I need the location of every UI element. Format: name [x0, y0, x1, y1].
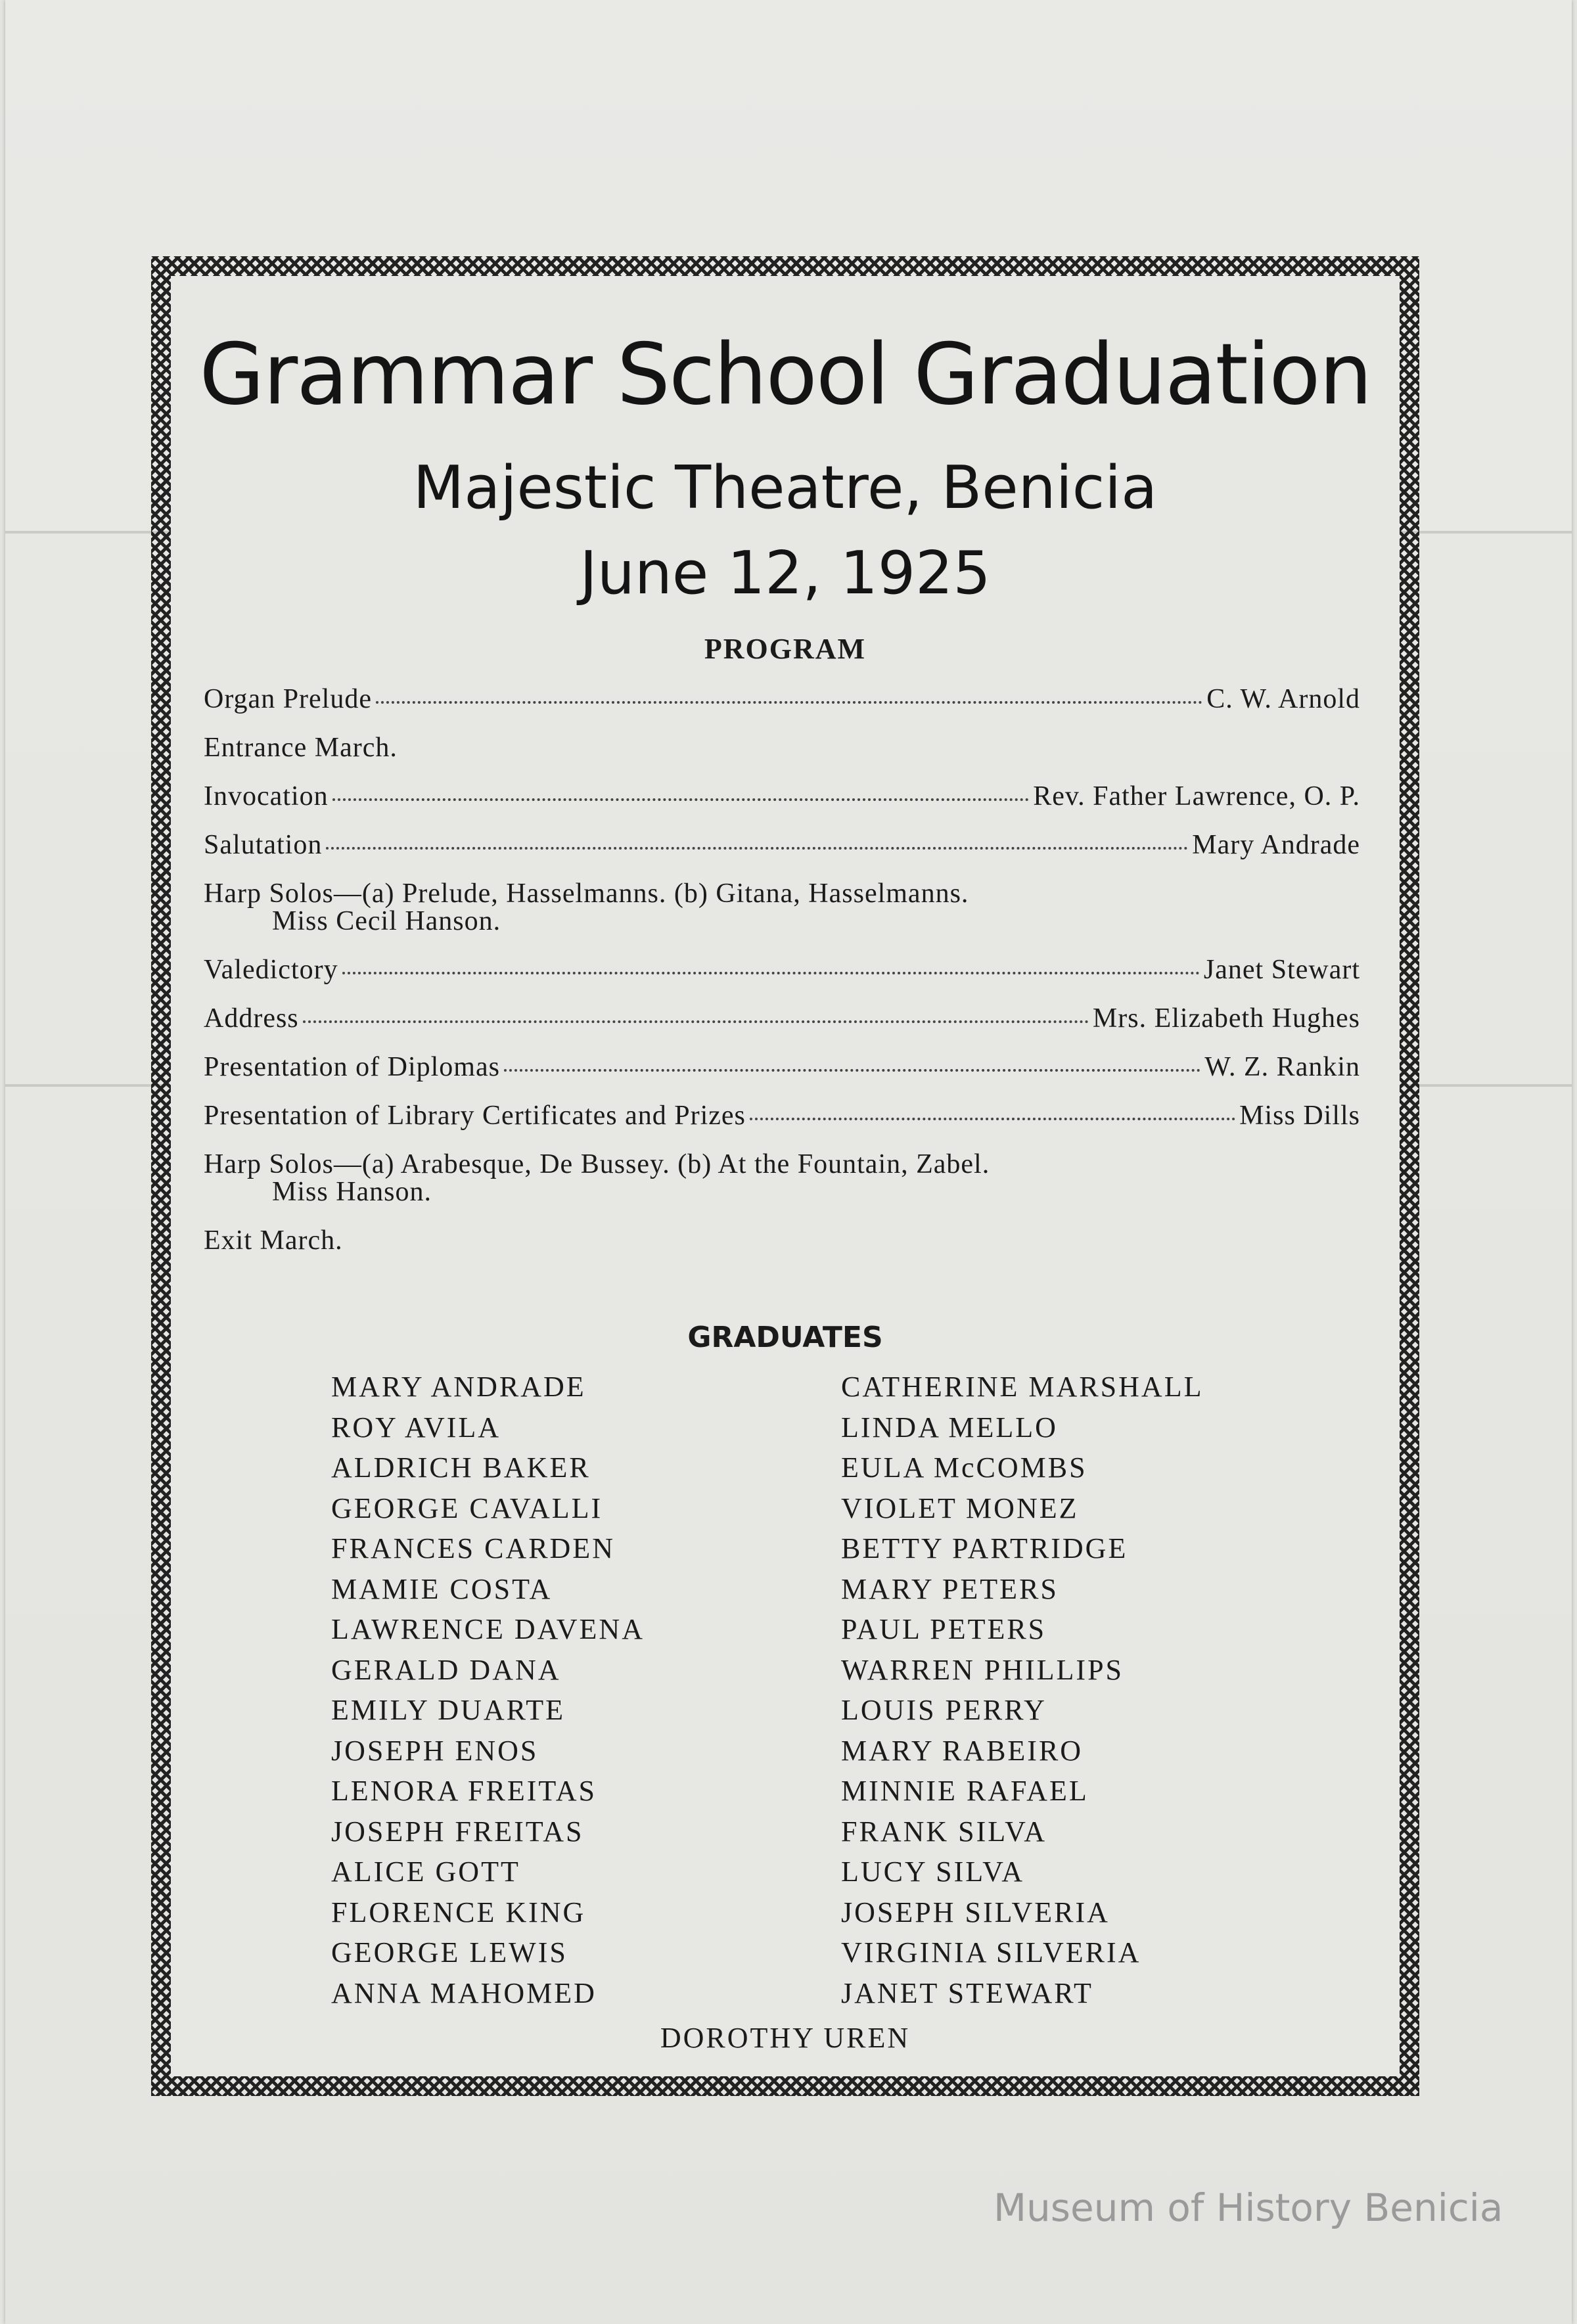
program-item: [204, 878, 1360, 954]
program-item: [204, 1225, 1360, 1273]
program-item: [204, 732, 1360, 781]
program-item-label: Salutation: [204, 830, 323, 860]
graduate-name: VIRGINIA SILVERIA: [841, 1936, 1141, 1969]
graduate-name: JANET STEWART: [841, 1976, 1093, 2009]
program-item: [204, 683, 1360, 732]
decorative-border: [151, 256, 1419, 2096]
program-heading: PROGRAM: [704, 633, 867, 665]
graduate-name: ALICE GOTT: [331, 1856, 520, 1888]
dot-leader: [332, 798, 1030, 801]
graduate-name: ROY AVILA: [331, 1411, 501, 1444]
graduate-name: LENORA FREITAS: [331, 1775, 597, 1807]
graduate-name: FRANK SILVA: [841, 1815, 1047, 1848]
graduate-name: JOSEPH FREITAS: [331, 1815, 584, 1848]
program-item: [204, 1100, 1360, 1149]
program-item: [204, 1149, 1360, 1225]
graduates-heading: GRADUATES: [687, 1321, 883, 1354]
museum-watermark: Museum of History Benicia: [994, 2185, 1503, 2230]
dot-leader: [750, 1117, 1235, 1120]
program-item-label: Presentation of Library Certificates and Prizes: [204, 1101, 746, 1131]
program-item: [204, 829, 1360, 878]
graduate-name: JOSEPH ENOS: [331, 1734, 539, 1767]
program-item-performer: Rev. Father Lawrence, O. P.: [1033, 781, 1360, 811]
graduate-name: DOROTHY UREN: [660, 2022, 911, 2054]
program-item-performer: Miss Dills: [1239, 1101, 1360, 1131]
graduate-name: MAMIE COSTA: [331, 1572, 553, 1605]
graduate-name: MINNIE RAFAEL: [841, 1775, 1089, 1807]
program-item-performer: C. W. Arnold: [1206, 684, 1360, 714]
graduate-name: VIOLET MONEZ: [841, 1492, 1079, 1524]
program-item: [204, 781, 1360, 829]
graduates-column-left: [331, 1370, 645, 2016]
graduate-name: FLORENCE KING: [331, 1896, 586, 1928]
graduate-name: GEORGE CAVALLI: [331, 1492, 603, 1524]
program-item-performer: Mary Andrade: [1192, 830, 1360, 860]
program-item-label: Address: [204, 1003, 299, 1034]
graduate-name: ANNA MAHOMED: [331, 1976, 597, 2009]
venue: Majestic Theatre, Benicia: [413, 453, 1158, 522]
program-item-performer: Miss Hanson.: [272, 1177, 432, 1207]
event-date: June 12, 1925: [580, 539, 991, 608]
graduate-name: PAUL PETERS: [841, 1613, 1047, 1645]
graduate-name: MARY RABEIRO: [841, 1734, 1084, 1767]
graduate-name: JOSEPH SILVERIA: [841, 1896, 1110, 1928]
program-item-label: Invocation: [204, 781, 329, 811]
graduate-name: EMILY DUARTE: [331, 1694, 566, 1726]
program-item-label: Harp Solos—(a) Arabesque, De Bussey. (b) At the Fountain, Zabel.: [204, 1149, 990, 1179]
graduate-name: BETTY PARTRIDGE: [841, 1532, 1128, 1564]
graduate-name: EULA McCOMBS: [841, 1451, 1087, 1484]
program-item: [204, 1003, 1360, 1051]
program-item-label: Exit March.: [204, 1225, 343, 1256]
graduate-name: LINDA MELLO: [841, 1411, 1058, 1444]
program-item: [204, 954, 1360, 1003]
program-item-performer: Janet Stewart: [1203, 955, 1360, 985]
program-item-performer: W. Z. Rankin: [1204, 1052, 1360, 1082]
page-title: Grammar School Graduation: [199, 326, 1371, 424]
program-item-label: Presentation of Diplomas: [204, 1052, 500, 1082]
graduate-name: ALDRICH BAKER: [331, 1451, 591, 1484]
graduate-name: MARY PETERS: [841, 1572, 1059, 1605]
graduate-name: LOUIS PERRY: [841, 1694, 1047, 1726]
program-item-label: Valedictory: [204, 955, 338, 985]
graduates-column-right: [841, 1370, 1203, 2016]
graduate-name: LAWRENCE DAVENA: [331, 1613, 645, 1645]
graduate-name: WARREN PHILLIPS: [841, 1653, 1124, 1686]
program-item-performer: Miss Cecil Hanson.: [272, 906, 501, 936]
program-list: [204, 683, 1360, 1273]
program-item-label: Organ Prelude: [204, 684, 372, 714]
program-item-label: Harp Solos—(a) Prelude, Hasselmanns. (b) Gitana, Hasselmanns.: [204, 878, 969, 909]
dot-leader: [326, 846, 1188, 850]
graduate-name: GERALD DANA: [331, 1653, 561, 1686]
graduate-name: FRANCES CARDEN: [331, 1532, 615, 1564]
graduate-name: GEORGE LEWIS: [331, 1936, 568, 1969]
dot-leader: [342, 971, 1200, 974]
graduate-name: LUCY SILVA: [841, 1856, 1024, 1888]
program-item-label: Entrance March.: [204, 733, 398, 763]
program-item: [204, 1051, 1360, 1100]
dot-leader: [504, 1068, 1200, 1072]
program-item-performer: Mrs. Elizabeth Hughes: [1092, 1003, 1360, 1034]
graduate-name: MARY ANDRADE: [331, 1371, 586, 1403]
dot-leader: [303, 1020, 1089, 1023]
graduate-name: CATHERINE MARSHALL: [841, 1371, 1204, 1403]
dot-leader: [376, 700, 1202, 704]
